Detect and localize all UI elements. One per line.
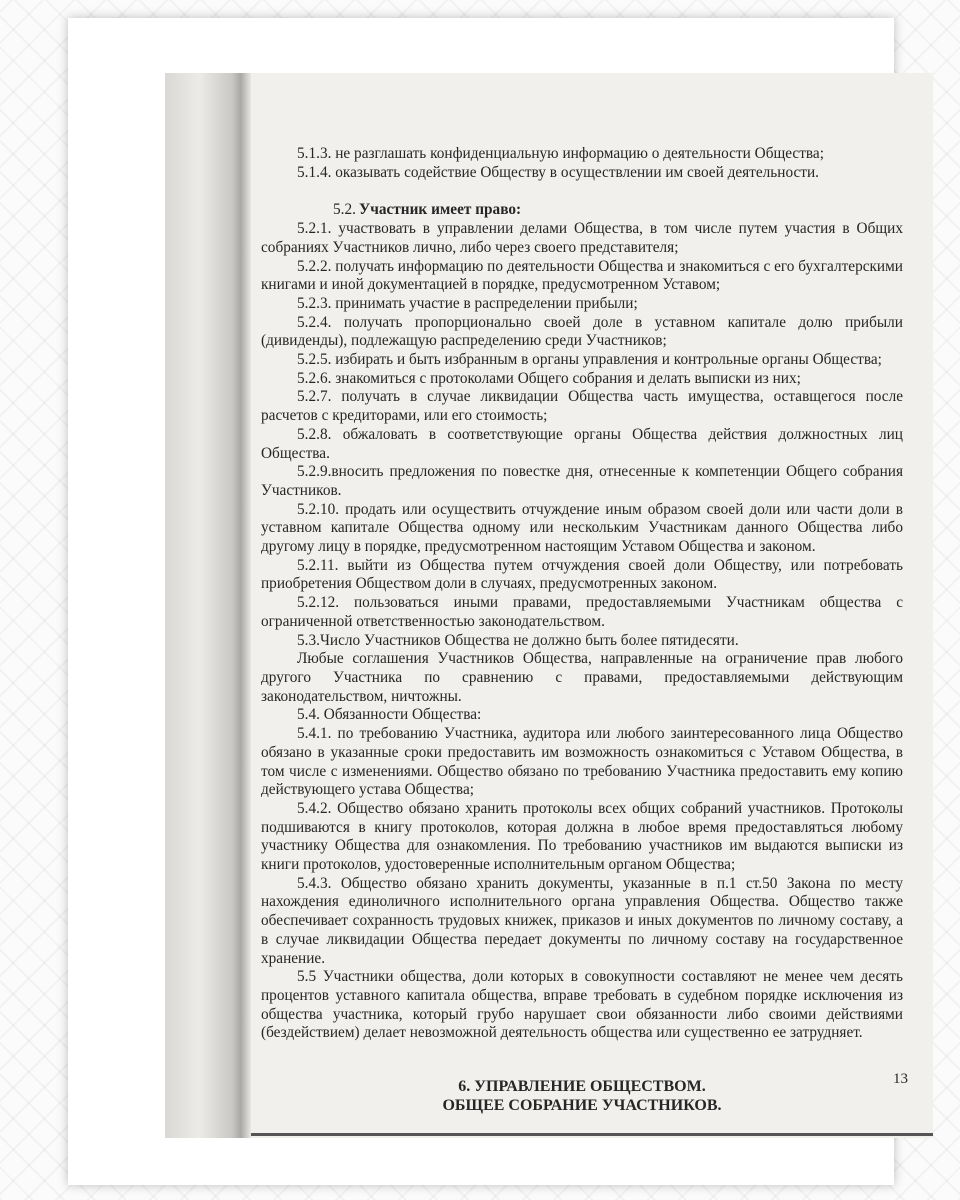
paragraph: 5.4.1. по требованию Участника, аудитора или любого заинтересованного лица Общество обязано в указанные сроки предоставить им возможность ознакомиться с Уставом Общества, в том числе с изменениями. Общество обязано по требованию Участника предоставить ему копию действующего устава Общества; — [261, 725, 903, 799]
paragraph: 5.2.5. избирать и быть избранным в органы управления и контрольные органы Общества; — [297, 351, 882, 369]
paragraph: 5.2.8. обжаловать в соответствующие органы Общества действия должностных лиц Общества. — [261, 425, 903, 462]
section-title-line: ОБЩЕЕ СОБРАНИЕ УЧАСТНИКОВ. — [442, 1097, 722, 1115]
page-number: 13 — [893, 1071, 908, 1087]
paragraph: 5.2.4. получать пропорционально своей доле в уставном капитале долю прибыли (дивиденды), подлежащую распределению среди Участников; — [261, 313, 903, 350]
paragraph: 5.1.4. оказывать содействие Обществу в осуществлении им своей деятельности. — [297, 163, 819, 181]
paragraph: 5.2.10. продать или осуществить отчуждение иным образом своей доли или части доли в уставном капитале Общества одному или нескольким Участникам данного Общества либо другому лицу в порядке, предусмотренном настоящим Уставом Общества и законом. — [261, 500, 903, 556]
paragraph: 5.2.7. получать в случае ликвидации Общества часть имущества, оставщегося после расчетов с кредиторами, или его стоимость; — [261, 388, 903, 425]
paragraph: 5.2.3. принимать участие в распределении прибыли; — [297, 294, 638, 312]
page-edge — [251, 1133, 933, 1136]
paragraph: 5.1.3. не разглашать конфиденциальную информацию о деятельности Общества; — [297, 145, 824, 162]
book-spine-shadow — [165, 73, 251, 1138]
paragraph: Любые соглашения Участников Общества, направленные на ограничение прав любого другого Участника по сравнению с правами, предоставляемыми действующим законодательством, ничтожны. — [261, 650, 903, 705]
paragraph: 5.2.9.вносить предложения по повестке дня, отнесенные к компетенции Общего собрания Участников. — [261, 463, 903, 499]
paragraph: 5.2.11. выйти из Общества путем отчуждения своей доли Обществу, или потребовать приобретения Обществом доли в случаях, предусмотренных законом. — [261, 556, 903, 593]
paragraph: 5.3.Число Участников Общества не должно быть более пятидесяти. — [297, 631, 739, 649]
paragraph: 5.2.6. знакомиться с протоколами Общего собрания и делать выписки из них; — [297, 369, 801, 387]
paragraph: 5.2.12. пользоваться иными правами, предоставляемыми Участникам общества с ограниченной ответственностью законодательством. — [261, 594, 903, 630]
paragraph: 5.4.3. Общество обязано хранить документы, указанные в п.1 ст.50 Закона по месту нахождения единоличного исполнительного органа управления Общества. Общество также обеспечивает сохранность трудовых книжек, приказов и иных документов по личному составу, а в случае ликвидации Общества передает документы по личному составу на государственное хранение. — [261, 874, 903, 967]
section-heading-6 — [261, 1077, 903, 1115]
section-title-line: 6. УПРАВЛЕНИЕ ОБЩЕСТВОМ. — [458, 1078, 706, 1096]
document-card — [68, 18, 908, 1185]
paragraph: 5.2.1. участвовать в управлении делами Общества, в том числе путем участия в Общих собраниях Участников лично, либо через своего представителя; — [261, 220, 903, 256]
paragraph: 5.4. Обязанности Общества: — [297, 706, 482, 724]
section-title: Участник имеет право: — [359, 201, 522, 219]
scanned-page — [165, 73, 933, 1138]
page-text — [261, 145, 903, 1131]
paragraph: 5.4.2. Общество обязано хранить протоколы всех общих собраний участников. Протоколы подшиваются в книгу протоколов, которая должна в любое время предоставляться любому участнику Общества для ознакомления. По требованию участников им выдаются выписки из книги протоколов, удостоверенные исполнительным органом Общества; — [261, 799, 903, 874]
paragraph-list — [261, 220, 903, 1043]
section-heading-5-2 — [261, 201, 903, 220]
paragraph: 5.2.2. получать информацию по деятельности Общества и знакомиться с его бухгалтерскими книгами и иной документацией в порядке, предусмотренном Уставом; — [261, 257, 903, 294]
paragraph: 5.5 Участники общества, доли которых в совокупности составляют не менее чем десять процентов уставного капитала общества, вправе требовать в судебном порядке исключения из общества участника, который грубо нарушает свои обязанности либо своими действиями (бездействием) делает невозможной деятельность общества или существенно ее затрудняет. — [261, 968, 903, 1042]
section-number: 5.2. — [333, 201, 356, 219]
